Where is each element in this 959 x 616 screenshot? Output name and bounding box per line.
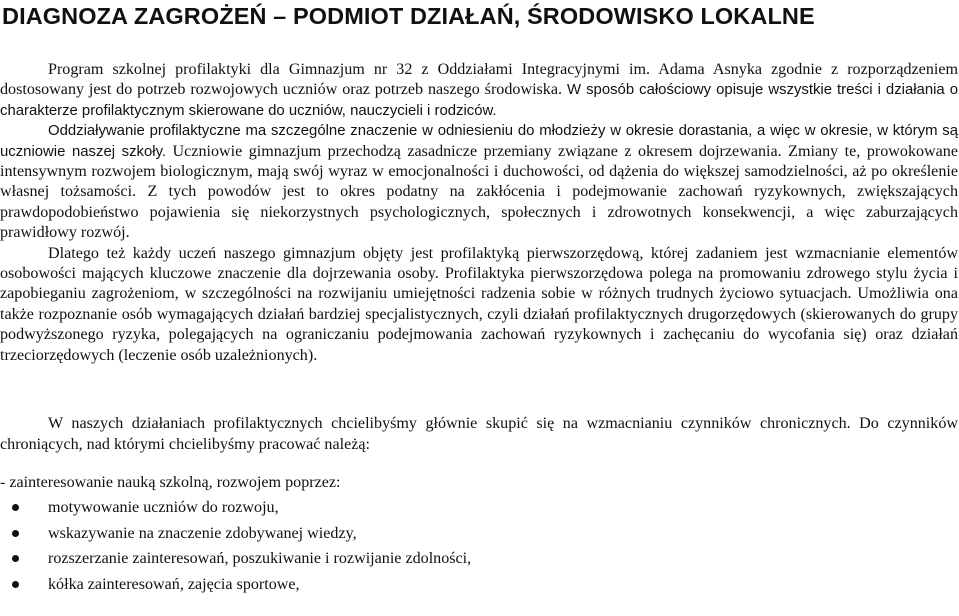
primary-prevention-paragraph: Dlatego też każdy uczeń naszego gimnazjum objęty jest profilaktyką pierwszorzędową, której zadaniem jest wzmacnianie elementów osobowości mających kluczowe znaczenie dla dojrzewania osoby. Profilaktyka pierwszorzędowa polega na promowaniu zdrowego stylu życia i zapobieganiu zagrożeniom, w szczególności na rozwijaniu umiejętności radzenia sobie w różnych trudnych życiowo sytuacjach. Umożliwia ona także rozpoznanie osób wymagających działań bardziej specjalistycznych, czyli działań profilaktycznych drugorzędowych (skierowanych do grupy podwyższonego ryzyka, polegających na ograniczaniu podejmowania zachowań ryzykownych i zachęcaniu do wycofania się) oraz działań trzeciorzędowych (leczenie osób uzależnionych). (0, 244, 958, 364)
list-item-text: kółka zainteresowań, zajęcia sportowe, (48, 575, 300, 593)
intro-paragraph (0, 60, 958, 121)
list-item (0, 495, 958, 521)
intro-text-sans: W sposób całościowy opisuje wszystkie treści i działania o charakterze profilaktycznym skierowane do uczniów, nauczycieli i rodziców. (0, 82, 958, 119)
spacer (0, 366, 958, 414)
intro-text: Program szkolnej profilaktyki dla Gimnazjum nr 32 z Oddziałami Integracyjnymi im. Adama Asnyka zgodnie z rozporządzeniem dostosowany jest do potrzeb rozwojowych uczniów oraz potrzeb naszego środowiska. (0, 61, 958, 99)
spacer (0, 455, 958, 473)
development-text-sans: Oddziaływanie profilaktyczne ma szczególne znaczenie w odniesieniu do młodzieży w okresie dorastania, a więc w okresie, w którym są uczniowie naszej szkoły. (0, 123, 958, 160)
list-item-text: motywowanie uczniów do rozwoju, (48, 499, 279, 517)
document-body (0, 60, 958, 597)
list-item (0, 572, 958, 598)
bullet-icon (12, 581, 19, 588)
list-intro: - zainteresowanie nauką szkolną, rozwojem poprzez: (0, 473, 341, 491)
bullet-icon (12, 530, 19, 537)
development-text: Uczniowie gimnazjum przechodzą zasadnicze przemiany związane z okresem dojrzewania. Zmiany te, prowokowane intensywnym rozwojem biologicznym, mają swój wyraz w emocjonalności i duchowości, od dążenia do większej samodzielności, aż po określenie własnej tożsamości. Z tych powodów jest to okres podatny na zakłócenia i podejmowanie zachowań ryzykownych, zwiększających prawdopodobieństwo pojawienia się niekorzystnych psychologicznych, społecznych i zdrowotnych konsekwencji, a więc zaburzających prawidłowy rozwój. (0, 142, 958, 242)
development-paragraph (0, 121, 958, 243)
bullet-icon (12, 504, 19, 511)
list-item (0, 546, 958, 572)
list-item-text: wskazywanie na znaczenie zdobywanej wiedzy, (48, 524, 357, 542)
list-item-text: rozszerzanie zainteresowań, poszukiwanie i rozwijanie zdolności, (48, 550, 472, 568)
list-item (0, 521, 958, 547)
protective-factors-paragraph: W naszych działaniach profilaktycznych chcielibyśmy głównie skupić się na wzmacnianiu czynników chronicznych. Do czynników chroniących, nad którymi chcielibyśmy pracować należą: (0, 415, 958, 453)
document-title: DIAGNOZA ZAGROŻEŃ – PODMIOT DZIAŁAŃ, ŚRODOWISKO LOKALNE (2, 3, 815, 29)
bullet-icon (12, 555, 19, 562)
factor-list (0, 495, 958, 597)
